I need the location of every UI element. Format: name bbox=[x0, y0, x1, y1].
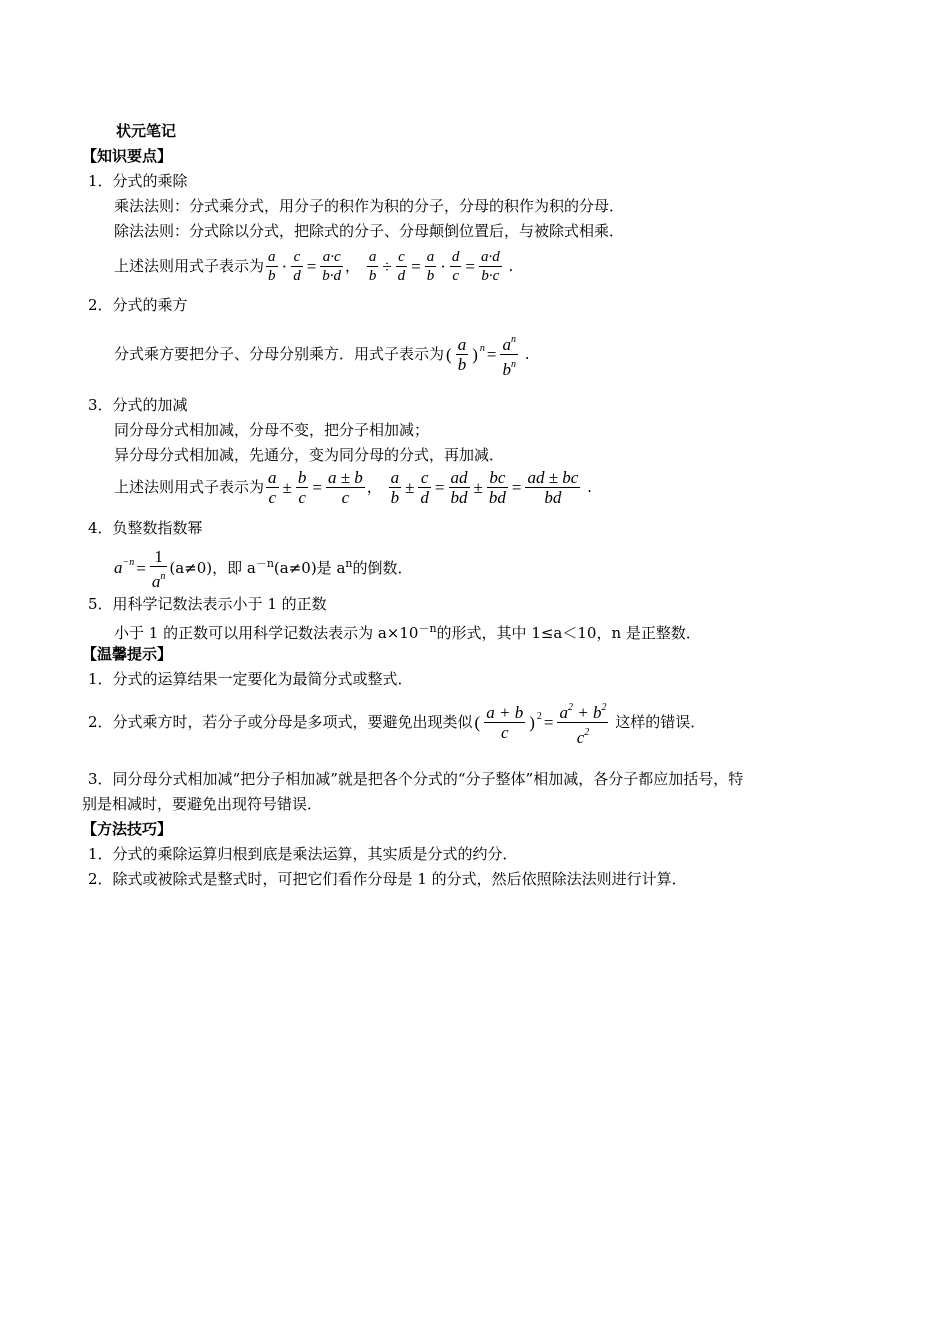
page-title: 状元笔记 bbox=[116, 122, 177, 140]
k1-formula: 上述法则用式子表示为 $\frac{a}{b}$ · $\frac{c}{d}$ = $\frac{a\cdot c}{b\cdot d}$ ， $\frac{a}{b}$ ÷ $\frac{c}{d}$ = $\frac{a}{b}$ · $\frac{d}{c}$ = $\frac{a\cdot d}{b\cdot c}$ . bbox=[114, 249, 514, 284]
section-methods-heading: 【方法技巧】 bbox=[82, 820, 173, 838]
k1-div-rule: 除法法则：分式除以分式，把除式的分子、分母颠倒位置后，与被除式相乘． bbox=[114, 222, 625, 240]
k5-text: 小于 1 的正数可以用科学记数法表示为 $a\times 10^{-n}$的形式，其中 1≤a＜10，n 是正整数． bbox=[114, 622, 701, 642]
k1-mul-rule: 乘法法则：分式乘分式，用分子的积作为积的分子，分母的积作为积的分母． bbox=[114, 197, 625, 215]
k3-diff-denominator: 异分母分式相加减，先通分，变为同分母的分式，再加减． bbox=[114, 446, 505, 464]
k3-same-denominator: 同分母分式相加减，分母不变，把分子相加减； bbox=[114, 421, 430, 439]
section-knowledge-heading: 【知识要点】 bbox=[82, 147, 173, 165]
k2-formula: 分式乘方要把分子、分母分别乘方．用式子表示为 ( $\frac{a}{b}$ ) $^n$ = $\frac{a^n}{b^n}$ . bbox=[114, 334, 530, 379]
k2-heading: 2．分式的乘方 bbox=[88, 296, 188, 314]
tip-3-line-1: 3．同分母分式相加减“把分子相加减”就是把各个分式的“分子整体”相加减，各分子都应加括号，特 bbox=[88, 770, 744, 788]
method-1: 1．分式的乘除运算归根到底是乘法运算，其实质是分式的约分． bbox=[88, 845, 518, 863]
k5-heading: 5．用科学记数法表示小于 1 的正数 bbox=[88, 595, 327, 613]
tip-3-line-2: 别是相减时，要避免出现符号错误． bbox=[82, 795, 323, 813]
k4-heading: 4．负整数指数幂 bbox=[88, 519, 203, 537]
section-tips-heading: 【温馨提示】 bbox=[82, 645, 173, 663]
k3-formula: 上述法则用式子表示为 $\frac{a}{c}$ ± $\frac{b}{c}$ = $\frac{a \pm b}{c}$ ， $\frac{a}{b}$ ± $\frac{c}{d}$ = $\frac{ad}{bd}$ ± $\frac{bc}{bd}$ = $\frac{ad \pm bc}{bd}$ . bbox=[114, 468, 592, 507]
k3-heading: 3．分式的加减 bbox=[88, 396, 188, 414]
method-2: 2．除式或被除式是整式时，可把它们看作分母是 1 的分式，然后依照除法法则进行计算． bbox=[88, 870, 687, 888]
tip-2: 2．分式乘方时，若分子或分母是多项式，要避免出现类似 ( $\frac{a + b}{c}$ ) $^2$ = $\frac{a^2 + b^2}{c^2}$ 这样的错误． bbox=[88, 702, 706, 747]
k1-heading: 1．分式的乘除 bbox=[88, 172, 188, 190]
k4-formula: $a^{-n}$ = $\frac{1}{a^n}$ (a≠0)，即 $a^{-n}(a\ne 0)$是 $a^n$的倒数． bbox=[114, 546, 413, 591]
tip-1: 1．分式的运算结果一定要化为最简分式或整式． bbox=[88, 670, 413, 688]
